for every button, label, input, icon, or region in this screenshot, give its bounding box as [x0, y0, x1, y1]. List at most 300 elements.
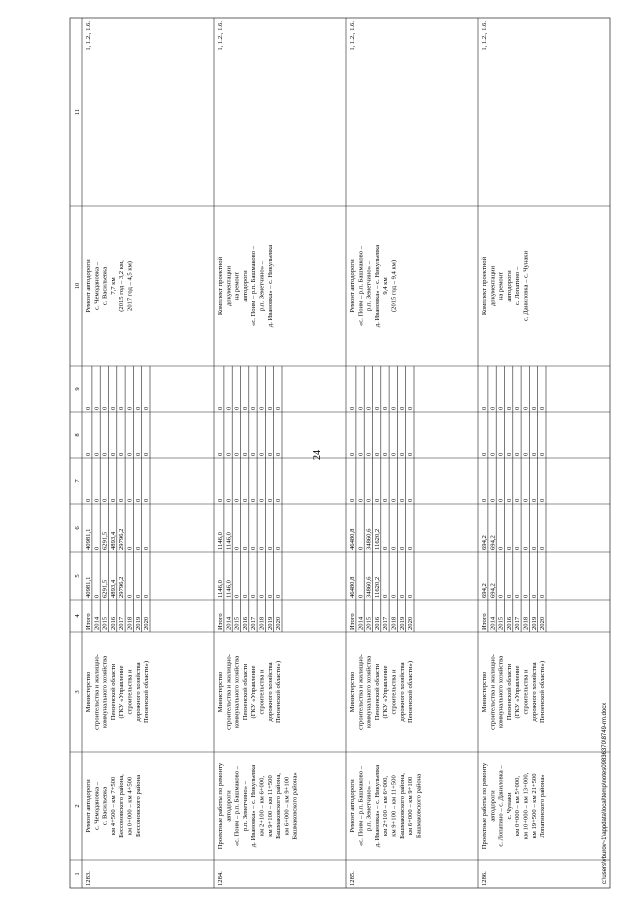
value-cell: 0 — [505, 546, 513, 550]
customer-line: коммунального хозяйства — [497, 655, 505, 729]
event-name-line: Башмаковского района — [415, 773, 423, 839]
indicator-cell: 1, 1.2., 1.6. — [85, 21, 92, 51]
header-cell: 4 — [74, 614, 81, 618]
value-cell: 0 — [134, 498, 142, 502]
value-cell: 0 — [539, 406, 547, 410]
row-number: 1284. — [217, 871, 224, 886]
event-name-line: км 0+000 – км 5+000, — [514, 775, 522, 837]
value-cell: 0 — [143, 406, 151, 410]
year-cell: 2017 — [250, 616, 258, 630]
year-cell: Итого — [217, 613, 224, 630]
value-cell: 0 — [390, 546, 398, 550]
customer-line: Министерство — [481, 671, 488, 713]
header-cell: 3 — [74, 690, 81, 694]
indicator-cell: 1, 1.2., 1.6. — [481, 21, 488, 51]
result-line: р.п. Земетчино» – — [365, 261, 373, 311]
year-cell: 2019 — [134, 616, 142, 630]
year-cell: 2020 — [143, 616, 151, 630]
customer-line: Министерство — [217, 671, 224, 713]
year-cell: 2016 — [241, 616, 249, 630]
event-name-line: с. Чемодановка – — [93, 782, 101, 830]
value-cell: 0 — [126, 406, 134, 410]
result-line: Ремонт автодороги — [349, 259, 356, 313]
event-name-line: с. Лопатино – с. Даниловка – — [497, 765, 505, 847]
customer-line: строительства и — [390, 669, 398, 715]
value-cell: 0 — [398, 406, 406, 410]
event-name-line: км 2+100 – км 6+000, — [382, 775, 390, 837]
value-cell: 0 — [373, 406, 381, 410]
year-cell: 2018 — [258, 616, 266, 630]
value-cell: 0 — [373, 452, 381, 456]
year-cell: 2015 — [497, 616, 505, 630]
value-cell: 0 — [250, 406, 258, 410]
result-line: с. Чемодановка – — [93, 262, 101, 310]
event-name-line: «с. Поим – р.п. Башмаково – — [357, 766, 365, 846]
value-cell: 0 — [505, 406, 513, 410]
value-cell: 0 — [481, 406, 488, 410]
customer-line: дорожного хозяйства — [398, 662, 406, 722]
row-number: 1286. — [481, 871, 488, 886]
event-name-line: Бессоновского района — [134, 774, 142, 838]
value-cell: 0 — [266, 406, 274, 410]
value-cell: 0 — [126, 452, 134, 456]
event-name-line: д. Ивановка» – с. Никульевка — [250, 764, 258, 848]
value-cell: 0 — [233, 498, 241, 502]
year-cell: 2014 — [357, 616, 365, 630]
result-line: автодороги — [241, 270, 249, 302]
header-cell: 8 — [74, 433, 81, 437]
year-cell: 2018 — [522, 616, 530, 630]
value-cell: 0 — [539, 498, 547, 502]
value-cell: 0 — [390, 406, 398, 410]
event-name-line: Проектные работы по ремонту — [481, 762, 488, 850]
event-name-line: Бессоновского района, — [118, 774, 126, 838]
event-name-line: автодороги — [489, 790, 497, 822]
value-cell: 0 — [233, 452, 241, 456]
value-cell: 40981,1 — [85, 528, 92, 550]
year-cell: 2015 — [101, 616, 109, 630]
customer-line: Пензенской области — [241, 663, 249, 721]
year-cell: 2018 — [390, 616, 398, 630]
value-cell: 29796,2 — [118, 528, 126, 550]
value-cell: 0 — [530, 546, 538, 550]
value-cell: 0 — [514, 452, 522, 456]
value-cell: 0 — [514, 498, 522, 502]
value-cell: 0 — [390, 498, 398, 502]
customer-line: (ГКУ «Управление — [514, 665, 522, 719]
result-line: документации — [225, 265, 233, 307]
event-name-line: «с. Поим – р.п. Башмаково – — [233, 766, 241, 846]
event-name-line: км 6+000 – км 9+100 — [407, 776, 415, 836]
value-cell: 0 — [93, 546, 101, 550]
year-cell: 2016 — [505, 616, 513, 630]
value-cell: 0 — [101, 406, 109, 410]
value-cell: 0 — [266, 594, 274, 598]
value-cell: 0 — [143, 546, 151, 550]
value-cell: 0 — [109, 452, 117, 456]
result-line: с. Васильевка — [101, 266, 109, 306]
value-cell: 0 — [382, 406, 390, 410]
value-cell: 1146,0 — [225, 532, 233, 550]
value-cell: 0 — [275, 594, 283, 598]
value-cell: 1146,0 — [225, 580, 233, 598]
result-line: д. Ивановка» – с. Никульевка — [266, 244, 274, 328]
year-cell: 2018 — [126, 616, 134, 630]
customer-line: коммунального хозяйства — [101, 655, 109, 729]
result-line: (2015 год – 9,4 км) — [390, 259, 398, 313]
value-cell: 1146,0 — [217, 532, 224, 550]
customer-line: Пензенской области») — [275, 660, 283, 724]
year-cell: 2020 — [539, 616, 547, 630]
result-line: (2015 год – 3,2 км, — [118, 260, 126, 312]
value-cell: 0 — [522, 452, 530, 456]
value-cell: 0 — [539, 452, 547, 456]
value-cell: 0 — [217, 452, 224, 456]
value-cell: 0 — [258, 498, 266, 502]
value-cell: 0 — [85, 498, 92, 502]
customer-line: дорожного хозяйства — [134, 662, 142, 722]
value-cell: 0 — [134, 546, 142, 550]
event-name-line: км 2+100 – км 6+000, — [258, 775, 266, 837]
value-cell: 4893,4 — [109, 531, 117, 550]
value-cell: 0 — [275, 498, 283, 502]
value-cell: 4893,4 — [109, 579, 117, 598]
value-cell: 0 — [143, 498, 151, 502]
event-name-line: автодороги — [225, 790, 233, 822]
value-cell: 0 — [407, 546, 415, 550]
value-cell: 694,2 — [489, 535, 497, 550]
budget-table — [70, 18, 610, 888]
value-cell: 0 — [398, 546, 406, 550]
value-cell: 11620,2 — [373, 576, 381, 598]
value-cell: 0 — [497, 498, 505, 502]
year-cell: 2014 — [489, 616, 497, 630]
value-cell: 0 — [357, 498, 365, 502]
customer-line: (ГКУ «Управление — [118, 665, 126, 719]
customer-line: строительства и жилищно- — [225, 654, 233, 730]
value-cell: 0 — [225, 452, 233, 456]
year-cell: 2019 — [266, 616, 274, 630]
value-cell: 0 — [118, 406, 126, 410]
value-cell: 0 — [349, 406, 356, 410]
value-cell: 0 — [126, 594, 134, 598]
value-cell: 0 — [250, 594, 258, 598]
value-cell: 0 — [275, 452, 283, 456]
value-cell: 0 — [109, 498, 117, 502]
value-cell: 0 — [241, 594, 249, 598]
value-cell: 0 — [530, 406, 538, 410]
value-cell: 29796,2 — [118, 576, 126, 598]
value-cell: 0 — [93, 594, 101, 598]
value-cell: 0 — [514, 594, 522, 598]
customer-line: Пензенской области — [373, 663, 381, 721]
year-cell: 2015 — [233, 616, 241, 630]
row-number: 1285. — [349, 871, 356, 886]
value-cell: 0 — [217, 406, 224, 410]
value-cell: 0 — [275, 546, 283, 550]
event-name-line: Башмаковского района, — [398, 773, 406, 839]
value-cell: 0 — [398, 452, 406, 456]
value-cell: 0 — [241, 498, 249, 502]
event-name-line: км 10+000 – км 13+000, — [522, 772, 530, 840]
result-line: с. Лопатино – — [514, 266, 522, 306]
year-cell: 2019 — [398, 616, 406, 630]
value-cell: 0 — [481, 498, 488, 502]
customer-line: строительства и жилищно- — [93, 654, 101, 730]
value-cell: 0 — [258, 594, 266, 598]
year-cell: 2015 — [365, 616, 373, 630]
year-cell: 2016 — [109, 616, 117, 630]
value-cell: 0 — [225, 406, 233, 410]
value-cell: 0 — [357, 406, 365, 410]
value-cell: 0 — [134, 406, 142, 410]
result-line: «с. Поим – р.п. Башмаково – — [250, 246, 258, 326]
customer-line: Пензенской области») — [407, 660, 415, 724]
value-cell: 0 — [241, 406, 249, 410]
customer-line: Пензенской области — [109, 663, 117, 721]
value-cell: 0 — [233, 594, 241, 598]
value-cell: 694,2 — [481, 535, 488, 550]
value-cell: 40981,1 — [85, 576, 92, 598]
value-cell: 0 — [382, 594, 390, 598]
value-cell: 0 — [365, 452, 373, 456]
value-cell: 0 — [126, 498, 134, 502]
customer-line: строительства и жилищно- — [489, 654, 497, 730]
value-cell: 0 — [489, 406, 497, 410]
event-name-line: р.п. Земетчино» – — [241, 781, 249, 831]
value-cell: 0 — [241, 452, 249, 456]
header-cell: 6 — [74, 526, 81, 530]
value-cell: 0 — [258, 452, 266, 456]
value-cell: 0 — [258, 546, 266, 550]
value-cell: 0 — [349, 498, 356, 502]
value-cell: 0 — [407, 498, 415, 502]
value-cell: 0 — [93, 406, 101, 410]
result-line: Ремонт автодороги — [85, 259, 92, 313]
year-cell: 2020 — [407, 616, 415, 630]
value-cell: 0 — [497, 594, 505, 598]
customer-line: Министерство — [349, 671, 356, 713]
value-cell: 0 — [522, 406, 530, 410]
event-name-line: км 9+100 – км 11+500 — [266, 775, 274, 837]
customer-line: дорожного хозяйства — [530, 662, 538, 722]
value-cell: 0 — [266, 498, 274, 502]
event-name-line: с. Васильевка — [101, 786, 109, 826]
value-cell: 34860,6 — [365, 528, 373, 550]
value-cell: 0 — [258, 406, 266, 410]
customer-line: строительства и — [258, 669, 266, 715]
year-cell: 2020 — [275, 616, 283, 630]
result-line: д. Ивановка» – с. Никульевка — [373, 244, 381, 328]
customer-line: (ГКУ «Управление — [382, 665, 390, 719]
value-cell: 0 — [143, 594, 151, 598]
value-cell: 11620,2 — [373, 528, 381, 550]
result-line: Комплект проектной — [217, 256, 224, 316]
value-cell: 0 — [514, 406, 522, 410]
year-cell: 2014 — [93, 616, 101, 630]
result-line: автодороги — [505, 270, 513, 302]
year-cell: Итого — [349, 613, 356, 630]
result-line: р.п. Земетчино» – — [258, 261, 266, 311]
value-cell: 6291,5 — [101, 531, 109, 550]
value-cell: 0 — [481, 452, 488, 456]
indicator-cell: 1, 1.2., 1.6. — [217, 21, 224, 51]
value-cell: 694,2 — [481, 583, 488, 598]
year-cell: 2017 — [514, 616, 522, 630]
header-cell: 11 — [74, 108, 81, 116]
value-cell: 0 — [266, 546, 274, 550]
header-cell: 5 — [74, 574, 81, 578]
result-line: 2017 год – 4,5 км) — [126, 261, 134, 311]
value-cell: 0 — [505, 452, 513, 456]
event-name-line: Башмаковского района» — [291, 772, 299, 840]
event-name-line: км 6+000 – км 9+100 — [283, 776, 291, 836]
event-name-line: с. Чунаки — [505, 792, 513, 820]
value-cell: 0 — [539, 546, 547, 550]
value-cell: 0 — [382, 498, 390, 502]
value-cell: 6291,5 — [101, 579, 109, 598]
year-cell: 2017 — [118, 616, 126, 630]
year-cell: Итого — [481, 613, 488, 630]
value-cell: 0 — [530, 594, 538, 598]
value-cell: 0 — [382, 452, 390, 456]
value-cell: 694,2 — [489, 583, 497, 598]
value-cell: 0 — [514, 546, 522, 550]
value-cell: 0 — [398, 594, 406, 598]
value-cell: 0 — [497, 406, 505, 410]
value-cell: 0 — [241, 546, 249, 550]
value-cell: 0 — [134, 452, 142, 456]
value-cell: 0 — [134, 594, 142, 598]
value-cell: 0 — [382, 546, 390, 550]
customer-line: Пензенской области — [505, 663, 513, 721]
event-name-line: Лопатинского района» — [539, 774, 547, 838]
value-cell: 0 — [489, 498, 497, 502]
row-number: 1283. — [85, 871, 92, 886]
value-cell: 46480,8 — [349, 528, 356, 550]
customer-line: строительства и — [522, 669, 530, 715]
value-cell: 0 — [530, 452, 538, 456]
header-cell: 7 — [74, 479, 81, 483]
header-cell: 2 — [74, 804, 81, 808]
value-cell: 1146,0 — [217, 580, 224, 598]
result-line: 7,7 км — [109, 277, 117, 295]
year-cell: 2014 — [225, 616, 233, 630]
value-cell: 0 — [233, 406, 241, 410]
result-line: с. Даниловка – с. Чунаки — [522, 250, 530, 322]
indicator-cell: 1, 1.2., 1.6. — [349, 21, 356, 51]
customer-line: строительства и жилищно- — [357, 654, 365, 730]
event-name-line: Башмаковского района, — [275, 773, 283, 839]
value-cell: 0 — [522, 594, 530, 598]
value-cell: 34860,6 — [365, 576, 373, 598]
value-cell: 0 — [539, 594, 547, 598]
value-cell: 0 — [365, 406, 373, 410]
result-line: 9,4 км — [382, 277, 390, 295]
event-name-line: р.п. Земетчино» – — [365, 781, 373, 831]
value-cell: 0 — [357, 452, 365, 456]
value-cell: 0 — [85, 406, 92, 410]
value-cell: 0 — [505, 498, 513, 502]
header-cell: 1 — [74, 872, 81, 876]
value-cell: 0 — [357, 594, 365, 598]
value-cell: 0 — [118, 498, 126, 502]
value-cell: 0 — [93, 452, 101, 456]
customer-line: Пензенской области») — [143, 660, 151, 724]
value-cell: 0 — [497, 546, 505, 550]
value-cell: 0 — [266, 452, 274, 456]
customer-line: Пензенской области») — [539, 660, 547, 724]
value-cell: 0 — [225, 498, 233, 502]
customer-line: коммунального хозяйства — [365, 655, 373, 729]
result-line: на ремонт — [233, 271, 241, 301]
value-cell: 0 — [101, 498, 109, 502]
event-name-line: Ремонт автодороги — [349, 779, 356, 833]
year-cell: 2016 — [373, 616, 381, 630]
value-cell: 0 — [250, 498, 258, 502]
customer-line: (ГКУ «Управление — [250, 665, 258, 719]
value-cell: 0 — [143, 452, 151, 456]
value-cell: 0 — [349, 452, 356, 456]
value-cell: 0 — [407, 452, 415, 456]
result-line: на ремонт — [497, 271, 505, 301]
value-cell: 0 — [101, 452, 109, 456]
header-cell: 10 — [74, 282, 81, 290]
event-name-line: км 0+000 – км 4+500 — [126, 776, 134, 836]
value-cell: 0 — [85, 452, 92, 456]
value-cell: 0 — [250, 546, 258, 550]
value-cell: 0 — [489, 452, 497, 456]
value-cell: 0 — [93, 498, 101, 502]
customer-line: Министерство — [85, 671, 92, 713]
event-name-line: д. Ивановка» – с. Никульевка — [373, 764, 381, 848]
value-cell: 0 — [109, 406, 117, 410]
value-cell: 0 — [365, 498, 373, 502]
value-cell: 0 — [126, 546, 134, 550]
value-cell: 0 — [398, 498, 406, 502]
event-name-line: км 4+500 – км 7+500 — [109, 776, 117, 836]
event-name-line: Проектные работы по ремонту — [217, 762, 224, 850]
event-name-line: км 19+500 – км 21+500 — [530, 773, 538, 839]
result-line: документации — [489, 265, 497, 307]
page-number: 24 — [312, 450, 323, 460]
customer-line: дорожного хозяйства — [266, 662, 274, 722]
year-cell: 2019 — [530, 616, 538, 630]
value-cell: 46480,8 — [349, 576, 356, 598]
result-line: «с. Поим – р.п. Башмаково – — [357, 246, 365, 326]
value-cell: 0 — [407, 594, 415, 598]
value-cell: 0 — [250, 452, 258, 456]
event-name-line: км 9+100 – км 11+500 — [390, 775, 398, 837]
value-cell: 0 — [357, 546, 365, 550]
value-cell: 0 — [522, 498, 530, 502]
value-cell: 0 — [505, 594, 513, 598]
customer-line: коммунального хозяйства — [233, 655, 241, 729]
value-cell: 0 — [497, 452, 505, 456]
value-cell: 0 — [373, 498, 381, 502]
value-cell: 0 — [530, 498, 538, 502]
value-cell: 0 — [407, 406, 415, 410]
header-cell: 9 — [74, 387, 81, 391]
value-cell: 0 — [390, 452, 398, 456]
value-cell: 0 — [233, 546, 241, 550]
value-cell: 0 — [118, 452, 126, 456]
year-cell: 2017 — [382, 616, 390, 630]
value-cell: 0 — [217, 498, 224, 502]
value-cell: 0 — [390, 594, 398, 598]
event-name-line: Ремонт автодороги — [85, 779, 92, 833]
value-cell: 0 — [275, 406, 283, 410]
